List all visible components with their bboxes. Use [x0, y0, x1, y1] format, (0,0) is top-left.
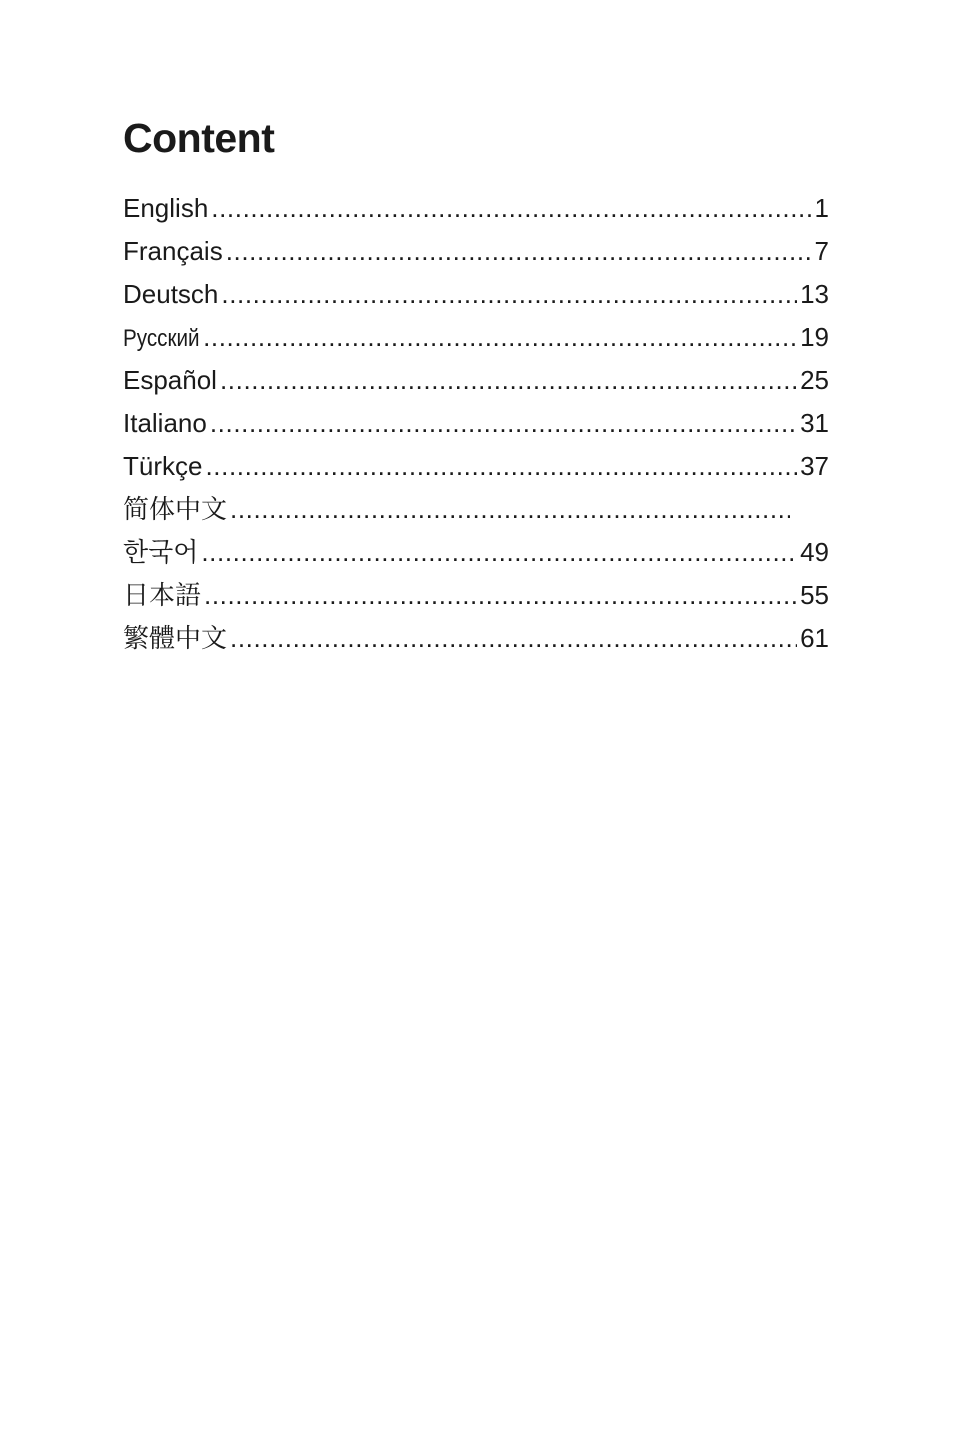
dot-leader	[203, 316, 797, 359]
toc-entry-page: 25	[800, 365, 829, 395]
toc-entry-english	[123, 187, 829, 230]
toc-entry-page: 1	[814, 193, 829, 223]
toc-entry-espanol	[123, 359, 829, 402]
toc-entry-page: 31	[800, 408, 829, 438]
dot-leader	[230, 488, 790, 531]
toc-entry-italiano	[123, 402, 829, 445]
toc-entry-label: Deutsch	[123, 279, 219, 309]
toc-entry-traditional-chinese	[123, 617, 829, 660]
toc-entry-label: English	[123, 193, 209, 223]
toc-entry-page: 49	[800, 537, 829, 567]
toc-entry-label: Français	[123, 236, 223, 266]
toc-entry-label: 简体中文	[123, 494, 228, 524]
toc-entry-page: 61	[800, 623, 829, 653]
toc-entry-francais	[123, 230, 829, 273]
dot-leader	[204, 574, 797, 617]
toc-entry-label: 日本語	[123, 580, 202, 610]
dot-leader	[205, 445, 797, 488]
toc-entry-japanese	[123, 574, 829, 617]
dot-leader	[221, 273, 797, 316]
toc-entry-turkce	[123, 445, 829, 488]
table-of-contents	[123, 187, 829, 660]
toc-entry-deutsch	[123, 273, 829, 316]
dot-leader	[220, 359, 797, 402]
toc-entry-page: 19	[800, 322, 829, 352]
toc-entry-label: Türkçe	[123, 451, 203, 481]
toc-entry-label: Русский	[123, 325, 200, 352]
toc-entry-page: 37	[800, 451, 829, 481]
dot-leader	[210, 402, 797, 445]
toc-entry-label: Español	[123, 365, 217, 395]
toc-entry-page: 7	[814, 236, 829, 266]
toc-entry-page: 55	[800, 580, 829, 610]
toc-entry-russian	[123, 316, 829, 359]
toc-entry-simplified-chinese	[123, 488, 829, 531]
toc-entry-label: Italiano	[123, 408, 207, 438]
toc-entry-page: 13	[800, 279, 829, 309]
dot-leader	[201, 531, 797, 574]
dot-leader	[211, 187, 811, 230]
page-title: Content	[123, 115, 275, 161]
toc-entry-label: 繁體中文	[123, 623, 228, 653]
toc-entry-korean	[123, 531, 829, 574]
dot-leader	[230, 617, 797, 660]
toc-entry-label: 한국어	[123, 537, 199, 567]
dot-leader	[226, 230, 812, 273]
